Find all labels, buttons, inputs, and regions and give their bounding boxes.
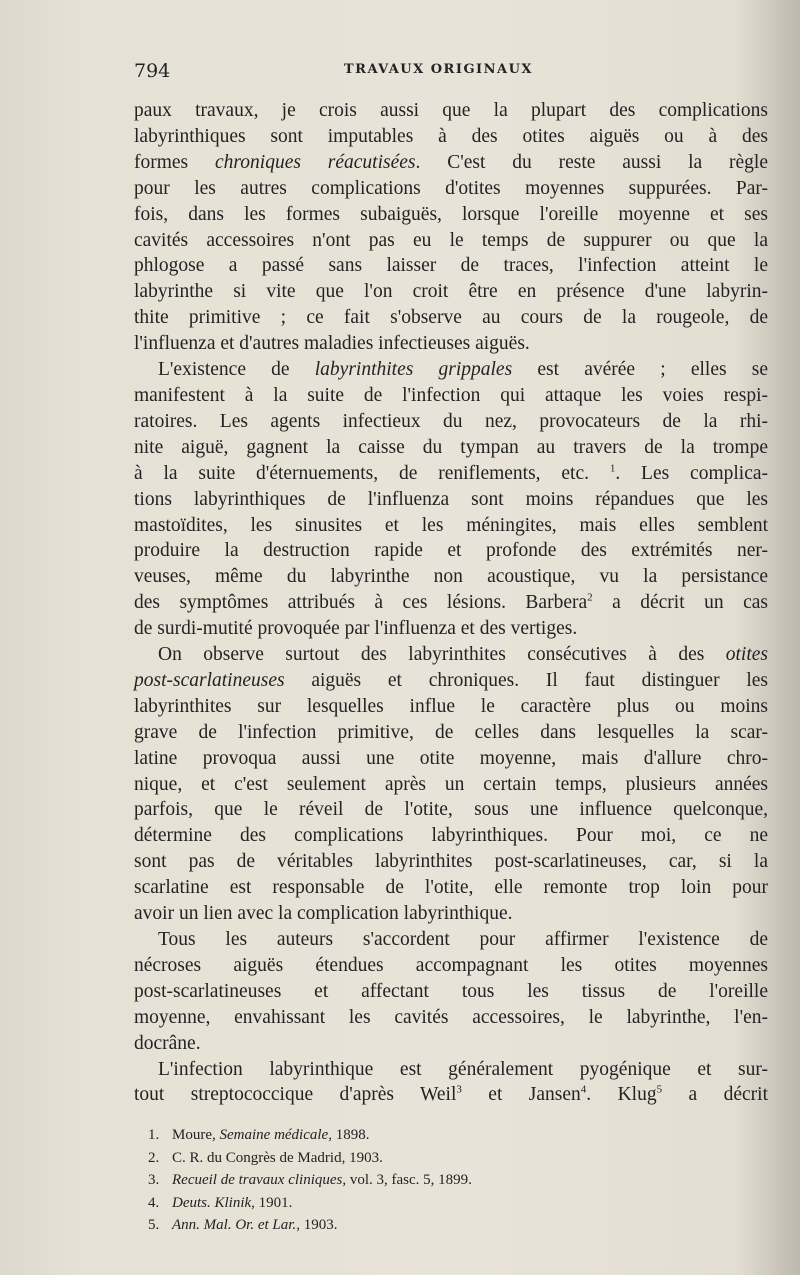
footnotes	[148, 1124, 748, 1237]
text-line: L'infection labyrinthique est généralement pyogénique et sur-	[158, 1058, 768, 1080]
body-text	[134, 98, 768, 1108]
text-line: avoir un lien avec la complication labyrinthique.	[134, 903, 513, 925]
text-line: sont pas de véritables labyrinthites post-scarlatineuses, car, si la	[134, 851, 768, 873]
footnote-ref: 5	[656, 1083, 663, 1096]
text-line: L'existence de labyrinthites grippales est avérée ; elles se	[158, 359, 769, 381]
text-line: Tous les auteurs s'accordent pour affirmer l'existence de	[158, 929, 768, 950]
text-line: nite aiguë, gagnent la caisse du tympan au travers de la trompe	[134, 436, 768, 458]
text-line: tout streptococcique d'après Weil$^3$ et Jansen$^4$. Klug$^5$ a décrit	[134, 1083, 769, 1106]
emphasis: otites	[725, 644, 768, 666]
text-line: grave de l'infection primitive, de celles dans lesquelles la scar-	[134, 721, 768, 743]
text-line: veuses, même du labyrinthe non acoustique, vu la persistance	[134, 566, 768, 588]
text-line: à la suite d'éternuements, de reniflements, etc. $^1$. Les complica-	[134, 462, 769, 484]
text-line: scarlatine est responsable de l'otite, elle remonte trop loin pour	[134, 877, 768, 899]
page-number: 794	[134, 60, 171, 82]
footnote-ref: 3	[456, 1083, 462, 1096]
text-line: docrâne.	[134, 1032, 201, 1054]
text-line: nécroses aiguës étendues accompagnant les otites moyennes	[134, 954, 768, 976]
text-line: tions labyrinthiques de l'influenza sont moins répandues que les	[134, 488, 768, 510]
text-line: labyrinthe si vite que l'on croit être en présence d'une labyrin-	[134, 281, 768, 303]
text-line: phlogose a passé sans laisser de traces, l'infection atteint le	[134, 255, 768, 277]
footnote: 5. Ann. Mal. Or. et Lar., 1903.	[148, 1217, 338, 1233]
emphasis: labyrinthites grippales	[314, 359, 513, 381]
footnote-ref: 4	[580, 1083, 587, 1096]
text-line: mastoïdites, les sinusites et les méningites, mais elles semblent	[134, 514, 768, 536]
running-title: TRAVAUX ORIGINAUX	[344, 62, 534, 77]
text-line: post-scarlatineuses et affectant tous les tissus de l'oreille	[134, 980, 768, 1002]
text-line: labyrinthiques sont imputables à des otites aiguës ou à des	[134, 125, 768, 147]
footnote: 4. Deuts. Klinik, 1901.	[148, 1194, 293, 1211]
emphasis: chroniques réacutisées	[215, 151, 416, 173]
footnote-ref: 2	[587, 591, 593, 604]
text-line: pour les autres complications d'otites moyennes suppurées. Par-	[134, 177, 768, 199]
footnote: 1. Moure, Semaine médicale, 1898.	[148, 1127, 370, 1143]
text-line: l'influenza et d'autres maladies infectieuses aiguës.	[134, 333, 530, 355]
text-line: thite primitive ; ce fait s'observe au cours de la rougeole, de	[134, 307, 768, 329]
text-line: des symptômes attribués à ces lésions. Barbera$^2$ a décrit un cas	[134, 591, 768, 614]
text-line: cavités accessoires n'ont pas eu le temps de suppurer ou que la	[134, 229, 768, 251]
text-line: formes chroniques réacutisées. C'est du reste aussi la règle	[134, 151, 768, 173]
text-line: ratoires. Les agents infectieux du nez, provocateurs de la rhi-	[134, 410, 768, 432]
footnote-ref: 1	[609, 462, 616, 475]
text-line: de surdi-mutité provoquée par l'influenza et des vertiges.	[134, 618, 578, 640]
emphasis: post-scarlatineuses	[134, 669, 285, 691]
text-line: fois, dans les formes subaiguës, lorsque l'oreille moyenne et ses	[134, 203, 768, 225]
text-line: labyrinthites sur lesquelles influe le caractère plus ou moins	[134, 695, 768, 717]
text-line: moyenne, envahissant les cavités accessoires, le labyrinthe, l'en-	[134, 1006, 768, 1028]
text-line: détermine des complications labyrinthiques. Pour moi, ce ne	[134, 825, 768, 847]
text-line: produire la destruction rapide et profonde des extrémités ner-	[134, 540, 768, 562]
text-line: nique, et c'est seulement après un certain temps, plusieurs années	[134, 773, 768, 795]
text-line: parfois, que le réveil de l'otite, sous une influence quelconque,	[134, 799, 768, 821]
text-line: manifestent à la suite de l'infection qui attaque les voies respi-	[134, 384, 768, 406]
text-line: On observe surtout des labyrinthites consécutives à des otites	[158, 644, 768, 666]
footnote: 3. Recueil de travaux cliniques, vol. 3, fasc. 5, 1899.	[148, 1172, 472, 1188]
page-header	[134, 60, 770, 84]
footnote: 2. C. R. du Congrès de Madrid, 1903.	[148, 1149, 383, 1166]
text-line: latine provoqua aussi une otite moyenne, mais d'allure chro-	[134, 747, 768, 769]
text-line: post-scarlatineuses aiguës et chroniques. Il faut distinguer les	[134, 669, 768, 691]
text-line: paux travaux, je crois aussi que la plupart des complications	[134, 100, 768, 121]
